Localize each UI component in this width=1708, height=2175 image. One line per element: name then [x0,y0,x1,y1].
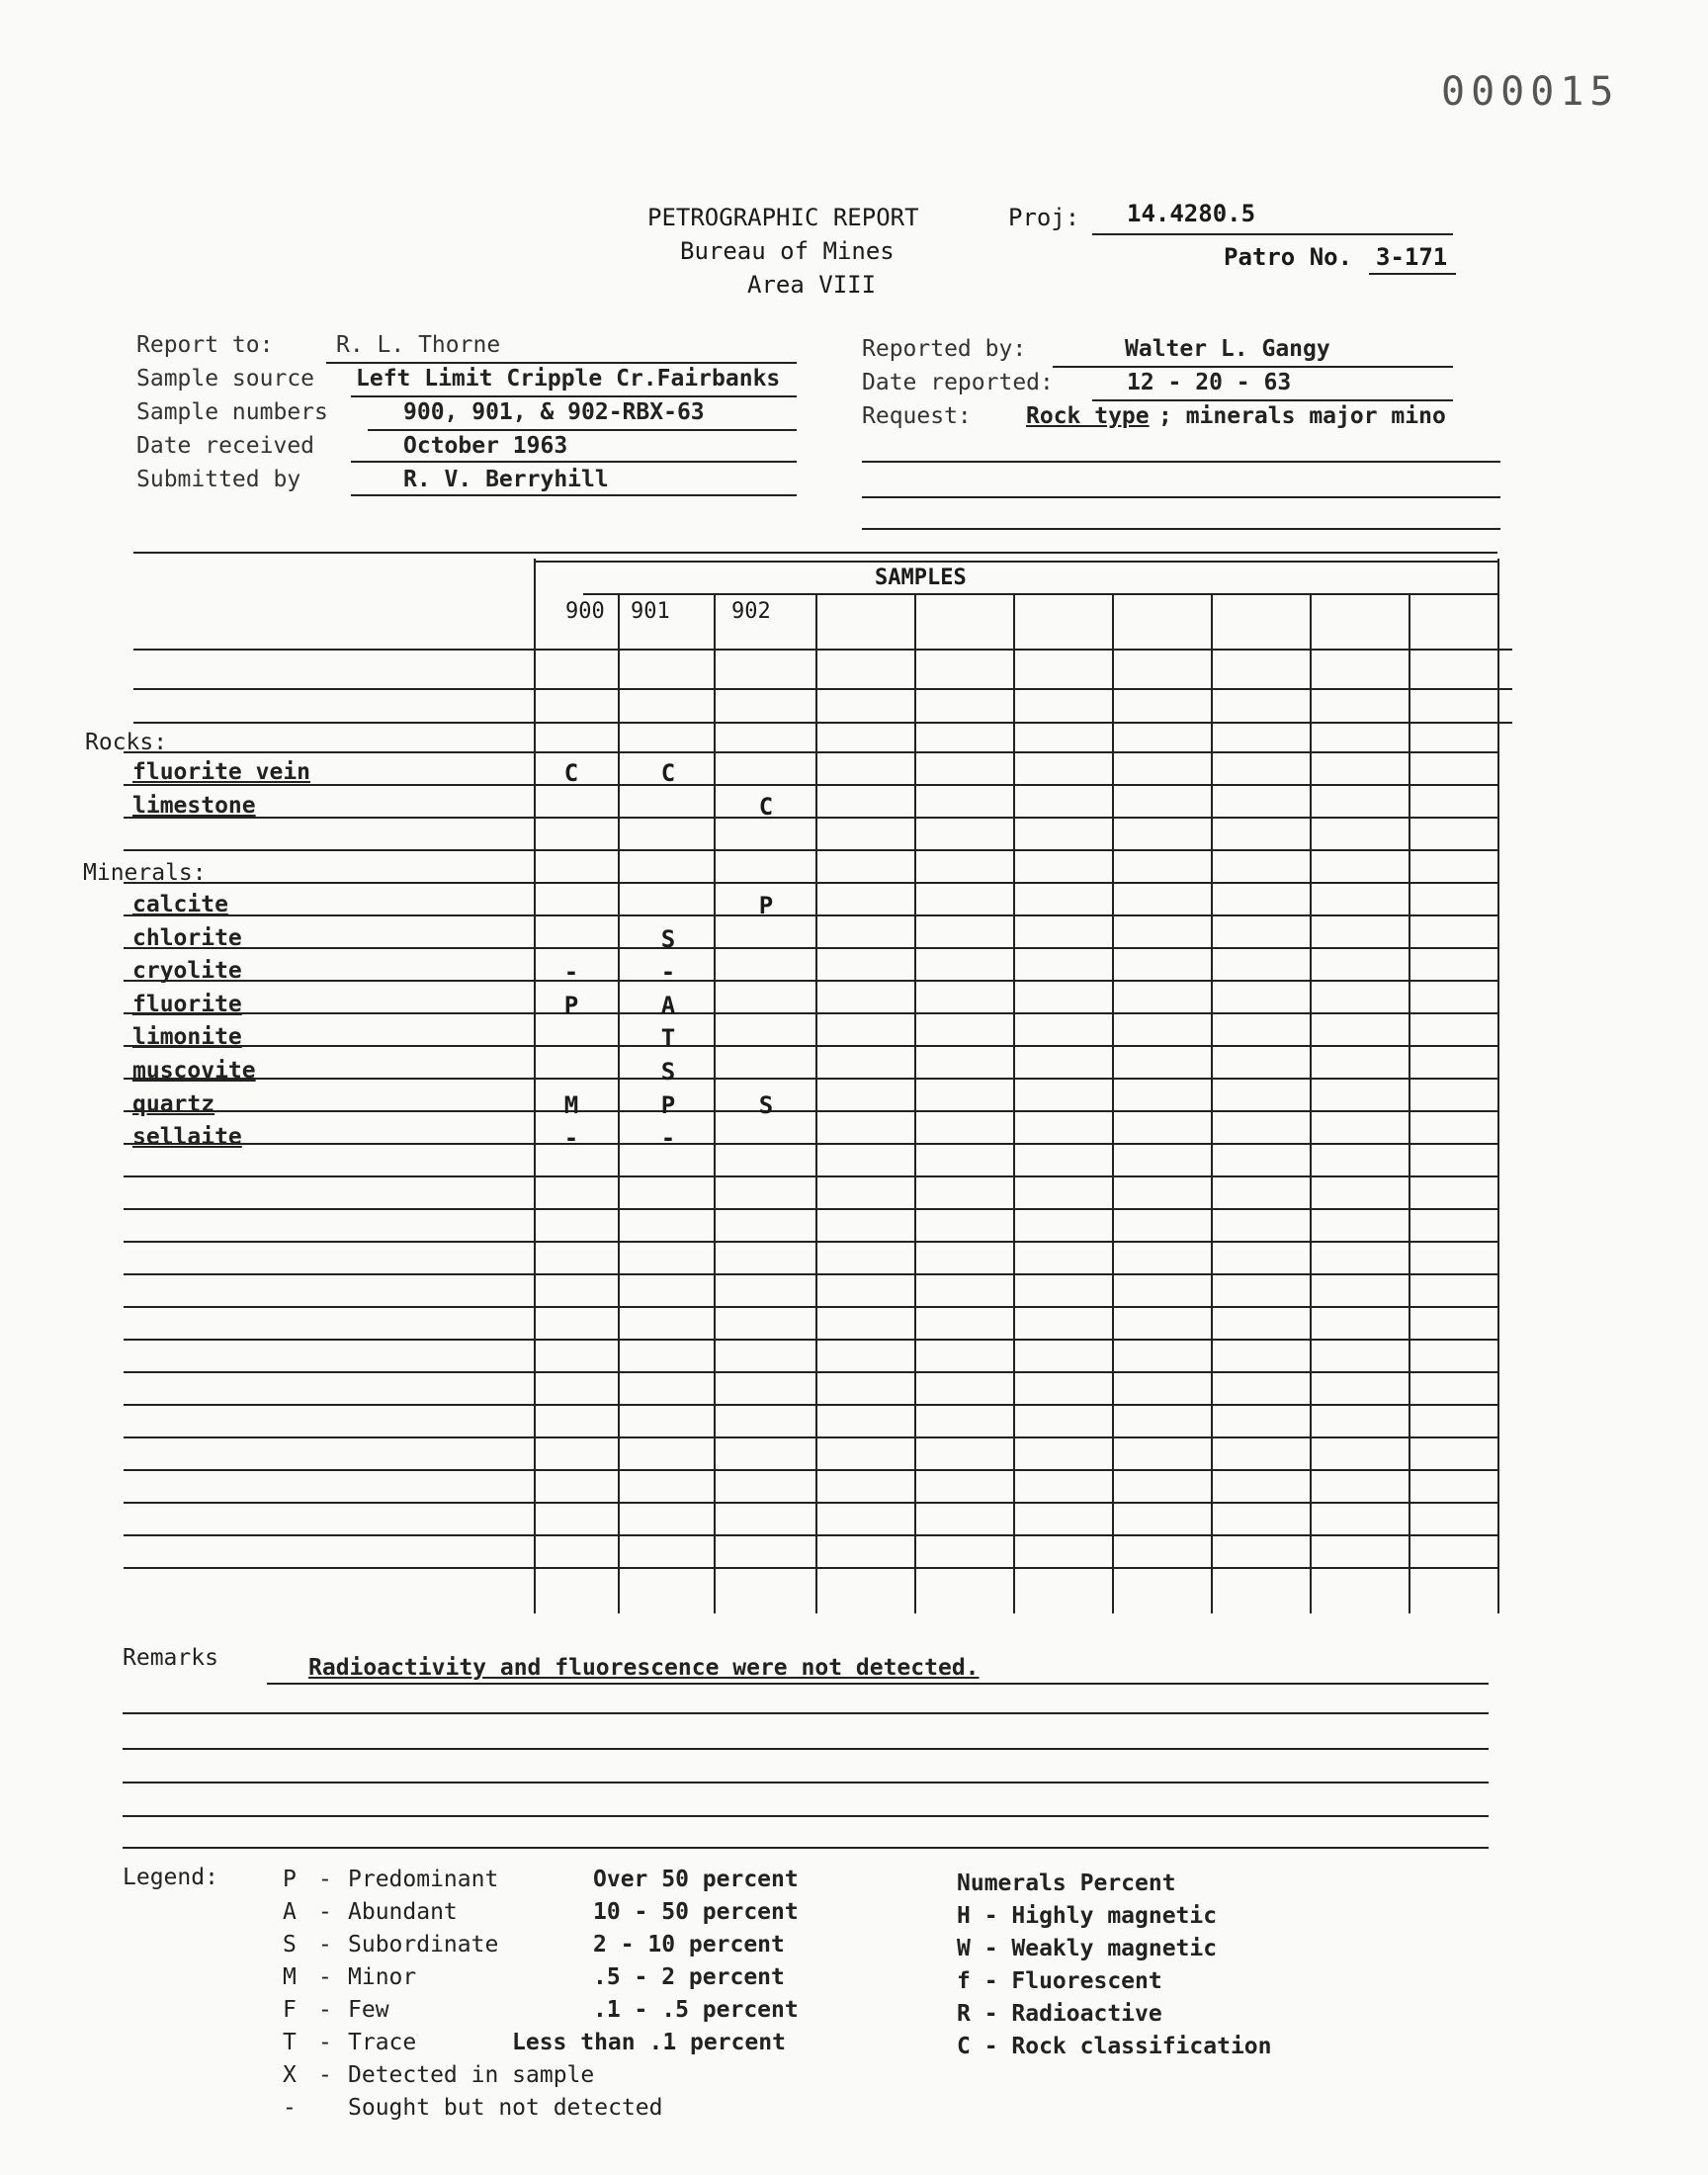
request-line-2 [862,461,1500,463]
agency-name: Bureau of Mines [680,237,895,265]
legend-dash: - [318,1932,332,1958]
report-to-value: R. L. Thorne [336,332,501,358]
legend-description: Minor [348,1964,417,1990]
sample-cell-901: S [660,1058,676,1086]
sample-numbers-label: Sample numbers [136,399,328,425]
grid-column-line [1112,593,1114,1613]
legend-range: Less than .1 percent [512,2030,786,2055]
date-reported-value: 12 - 20 - 63 [1127,370,1292,395]
samples-header: SAMPLES [875,566,967,590]
grid-row-line [124,947,1499,949]
grid-row-line [124,1502,1499,1504]
row-label: limestone [132,793,256,819]
date-received-value: October 1963 [403,433,568,459]
legend-label: Legend: [123,1865,218,1890]
grid-column-line [815,593,817,1613]
date-received-label: Date received [136,433,315,459]
sample-cell-902: P [758,892,774,919]
legend-description: Trace [348,2030,417,2055]
grid-row-line [124,849,1499,851]
patro-label: Patro No. [1224,243,1353,271]
grid-row-line [124,1208,1499,1210]
grid-row-line [124,751,1499,753]
row-label: fluorite [132,991,242,1017]
sample-cell-901: S [660,924,676,953]
sample-cell-901: P [660,1090,676,1119]
grid-column-line [1497,559,1499,1613]
legend-code: - [283,2095,297,2121]
document-number: 000015 [1441,69,1620,115]
sample-numbers-value: 900, 901, & 902-RBX-63 [403,399,705,425]
report-to-underline [326,362,797,364]
legend-range: .1 - .5 percent [593,1997,799,2023]
request-value-rest: ; minerals major mino [1158,403,1446,429]
grid-row-line [124,1469,1499,1471]
sample-numbers-underline [368,429,797,431]
grid-row-line [124,1534,1499,1536]
grid-row-line [133,688,1512,690]
reported-by-value: Walter L. Gangy [1125,336,1330,362]
grid-row-line [124,1371,1499,1373]
grid-row-line [124,1241,1499,1243]
legend-dash: - [318,1867,332,1892]
request-line-3 [862,496,1500,498]
reported-by-label: Reported by: [862,336,1027,362]
legend-right-item: R - Radioactive [957,2001,1162,2027]
remarks-line-3 [123,1748,1489,1750]
remarks-label: Remarks [123,1645,218,1671]
legend-dash: - [318,2062,332,2088]
grid-row-line [124,1175,1499,1177]
sample-id-901: 901 [631,599,670,624]
legend-right-item: Numerals Percent [957,1870,1176,1896]
grid-column-line [1211,593,1213,1613]
row-label: muscovite [132,1058,256,1084]
grid-column-line [1013,593,1015,1613]
legend-description: Sought but not detected [348,2095,663,2121]
legend-dash: - [318,1964,332,1990]
grid-row-line [124,1045,1499,1047]
rocks-section-label: Rocks: [85,730,168,755]
request-value-underlined: Rock type [1026,403,1150,429]
sample-source-underline [351,395,797,397]
legend-code: F [283,1997,297,2023]
grid-column-line [1409,593,1410,1613]
legend-right-item: H - Highly magnetic [957,1903,1218,1929]
remarks-line-2 [123,1712,1489,1714]
grid-row-line [124,817,1499,819]
grid-row-line [124,914,1499,916]
submitted-by-value: R. V. Berryhill [403,467,609,492]
area-name: Area VIII [747,271,877,299]
grid-row-line [124,1436,1499,1438]
legend-right-item: C - Rock classification [957,2034,1272,2059]
grid-row-line [133,722,1512,724]
row-label: chlorite [132,924,242,951]
grid-line-subheader [583,593,1497,595]
legend-description: Detected in sample [348,2062,595,2088]
minerals-section-label: Minerals: [83,860,207,886]
patro-underline [1369,273,1456,275]
row-label: cryolite [132,958,242,985]
row-label: sellaite [132,1124,242,1151]
remarks-line-1 [267,1683,1489,1685]
legend-description: Predominant [348,1867,499,1892]
sample-cell-900: P [563,991,579,1019]
reported-by-underline [1053,366,1453,368]
request-label: Request: [862,403,972,429]
sample-cell-901: C [660,759,676,787]
sample-cell-901: T [660,1024,676,1053]
sample-cell-901: A [660,991,676,1019]
report-title: PETROGRAPHIC REPORT [647,204,919,231]
grid-row-line [124,1404,1499,1406]
grid-row-line [124,784,1499,786]
date-reported-label: Date reported: [862,370,1054,395]
grid-row-line [124,1273,1499,1275]
legend-range: 2 - 10 percent [593,1932,785,1958]
legend-dash: - [318,2030,332,2055]
grid-row-line [124,882,1499,884]
remarks-line-6 [123,1847,1489,1849]
remarks-text: Radioactivity and fluorescence were not detected. [308,1655,980,1681]
grid-line-samples [534,561,1497,563]
grid-row-line [124,1012,1499,1014]
grid-row-line [124,1339,1499,1341]
legend-range: Over 50 percent [593,1867,799,1892]
sample-id-902: 902 [731,599,771,624]
grid-top-line [133,552,1497,554]
sample-cell-900: M [563,1090,579,1119]
grid-column-line [714,593,716,1613]
row-label: fluorite vein [132,759,311,785]
grid-column-line [534,559,536,1613]
legend-description: Few [348,1997,389,2023]
grid-column-line [618,593,620,1613]
legend-range: .5 - 2 percent [593,1964,785,1990]
grid-row-line [124,1567,1499,1569]
legend-code: A [283,1899,297,1925]
sample-source-label: Sample source [136,366,315,392]
submitted-by-label: Submitted by [136,467,301,492]
submitted-by-underline [351,494,797,496]
proj-underline [1092,233,1453,235]
row-label: calcite [132,892,228,917]
sample-id-900: 900 [565,599,605,624]
legend-code: T [283,2030,297,2055]
sample-cell-901: - [660,958,676,987]
grid-row-line [124,1306,1499,1308]
proj-value: 14.4280.5 [1127,200,1256,227]
legend-description: Abundant [348,1899,458,1925]
sample-cell-901: - [660,1124,676,1153]
sample-source-value: Left Limit Cripple Cr.Fairbanks [356,366,781,392]
date-received-underline [351,461,797,463]
report-to-label: Report to: [136,332,274,358]
sample-cell-900: - [563,1124,579,1153]
proj-label: Proj: [1008,204,1080,231]
row-label: quartz [132,1090,215,1117]
sample-cell-900: C [563,759,579,787]
sample-cell-902: S [758,1090,774,1119]
grid-row-line [124,980,1499,982]
legend-right-item: W - Weakly magnetic [957,1936,1218,1961]
legend-dash: - [318,1899,332,1925]
grid-row-line [124,1110,1499,1112]
legend-range: 10 - 50 percent [593,1899,799,1925]
grid-row-line [133,649,1512,651]
legend-description: Subordinate [348,1932,499,1958]
legend-code: X [283,2062,297,2088]
grid-column-line [914,593,916,1613]
row-label: limonite [132,1024,242,1051]
sample-cell-902: C [758,793,774,821]
legend-code: P [283,1867,297,1892]
remarks-line-4 [123,1782,1489,1784]
legend-code: S [283,1932,297,1958]
grid-column-line [1310,593,1312,1613]
grid-row-line [124,1078,1499,1080]
legend-code: M [283,1964,297,1990]
patro-value: 3-171 [1376,243,1448,271]
date-reported-underline [1092,399,1453,401]
grid-row-line [124,1143,1499,1145]
sample-cell-900: - [563,958,579,987]
legend-right-item: f - Fluorescent [957,1968,1162,1994]
remarks-line-5 [123,1815,1489,1817]
request-line-4 [862,528,1500,530]
legend-dash: - [318,1997,332,2023]
